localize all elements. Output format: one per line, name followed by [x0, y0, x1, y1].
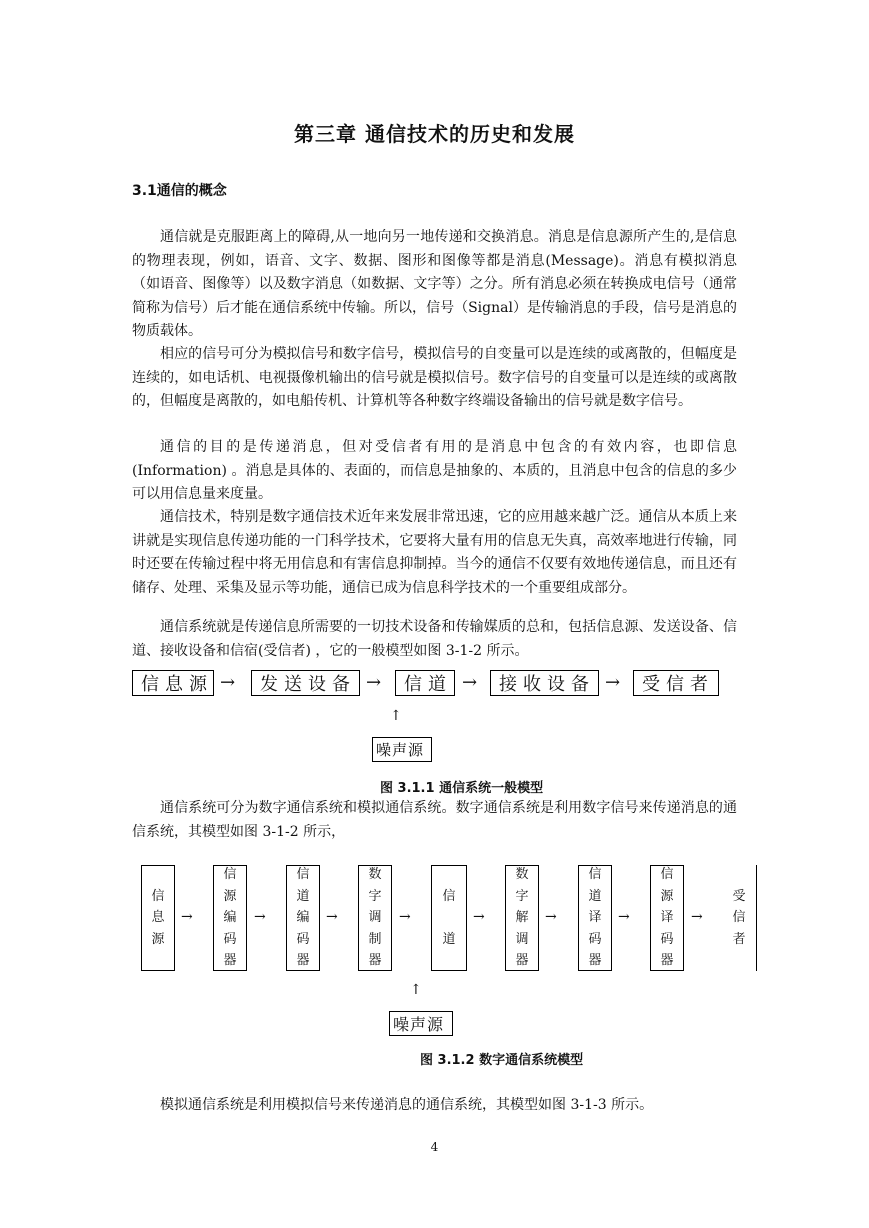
- page-number: 4: [430, 1140, 439, 1154]
- block-channel: [431, 865, 467, 971]
- block-label: 数字解调器: [515, 867, 529, 969]
- paragraph-6: 通信系统可分为数字通信系统和模拟通信系统。数字通信系统是利用数字信号来传递消息的通信系统，其模型如图 3-1-2 所示，: [132, 800, 737, 840]
- figure-2-caption: 图 3.1.2 数字通信系统模型: [420, 1053, 584, 1068]
- arrow-right-icon: →: [462, 672, 478, 693]
- figure-1-caption: 图 3.1.1 通信系统一般模型: [380, 781, 544, 796]
- paragraph-1: 通信就是克服距离上的障碍,从一地向另一地传递和交换消息。消息是信息源所产生的,是信息的物理表现，例如，语音、文字、数据、图形和图像等都是消息(Message)。消息有模拟消息（如语音、图像等）以及数字消息（如数据、文字等）之分。所有消息必须在转换成电信号（通常简称为信号）后才能在通信系统中传输。所以，信号（Signal）是传输消息的手段，信号是消息的物质载体。: [132, 229, 737, 339]
- block-info-source: [141, 865, 175, 971]
- chapter-title: 第三章 通信技术的历史和发展: [294, 122, 575, 146]
- arrow-right-icon: →: [691, 909, 703, 925]
- paragraph-5: 通信系统就是传递信息所需要的一切技术设备和传输媒质的总和，包括信息源、发送设备、信道、接收设备和信宿(受信者) ，它的一般模型如图 3-1-2 所示。: [132, 619, 737, 659]
- block-channel: 信道: [395, 670, 455, 696]
- arrow-right-icon: →: [618, 909, 630, 925]
- arrow-right-icon: →: [326, 909, 338, 925]
- block-sink: 受信者: [633, 670, 719, 696]
- block-modulator: [358, 865, 392, 971]
- block-source-encoder: [213, 865, 247, 971]
- block-label: 信道编码器: [296, 867, 310, 969]
- arrow-up-icon: ↑: [410, 982, 422, 998]
- arrow-right-icon: →: [605, 672, 621, 693]
- paragraph-2: 相应的信号可分为模拟信号和数字信号，模拟信号的自变量可以是连续的或离散的，但幅度是连续的，如电话机、电视摄像机输出的信号就是模拟信号。数字信号的自变量可以是连续的或离散的，但幅度是离散的，如电船传机、计算机等各种数字终端设备输出的信号就是数字信号。: [132, 346, 737, 409]
- block-demodulator: [505, 865, 539, 971]
- arrow-right-icon: →: [181, 909, 193, 925]
- block-label: 信道: [442, 889, 456, 947]
- paragraph-7: 模拟通信系统是利用模拟信号来传递消息的通信系统，其模型如图 3-1-3 所示。: [160, 1097, 654, 1113]
- arrow-right-icon: →: [399, 909, 411, 925]
- block-label: 信源编码器: [223, 867, 237, 969]
- arrow-right-icon: →: [366, 672, 382, 693]
- block-label: 数字调制器: [368, 867, 382, 969]
- block-info-source: 信息源: [132, 670, 214, 696]
- block-noise-source: 噪声源: [372, 737, 432, 762]
- section-heading: 3.1通信的概念: [132, 183, 227, 199]
- block-label: 信道译码器: [588, 867, 602, 969]
- block-source-decoder: [650, 865, 684, 971]
- block-transmitter: 发送设备: [251, 670, 360, 696]
- paragraph-4: 通信技术，特别是数字通信技术近年来发展非常迅速，它的应用越来越广泛。通信从本质上来讲就是实现信息传递功能的一门科学技术，它要将大量有用的信息无失真，高效率地进行传输，同时还要在传输过程中将无用信息和有害信息抑制掉。当今的通信不仅要有效地传递信息，而且还有储存、处理、采集及显示等功能，通信已成为信息科学技术的一个重要组成部分。: [132, 509, 737, 596]
- paragraph-3: 通信的目的是传递消息，但对受信者有用的是消息中包含的有效内容，也即信息(Information) 。消息是具体的、表面的，而信息是抽象的、本质的，且消息中包含的信息的多少可以用信息量来度量。: [132, 439, 737, 502]
- block-channel-encoder: [286, 865, 320, 971]
- block-label: 受信者: [732, 888, 746, 947]
- block-label: 信源译码器: [660, 867, 674, 969]
- arrow-right-icon: →: [254, 909, 266, 925]
- arrow-right-icon: →: [545, 909, 557, 925]
- block-label: 信息源: [151, 888, 165, 947]
- block-noise-source: 噪声源: [389, 1011, 453, 1036]
- arrow-right-icon: →: [220, 672, 236, 693]
- arrow-up-icon: ↑: [390, 708, 402, 724]
- block-sink: [722, 865, 757, 971]
- arrow-right-icon: →: [473, 909, 485, 925]
- block-channel-decoder: [578, 865, 612, 971]
- block-receiver: 接收设备: [490, 670, 599, 696]
